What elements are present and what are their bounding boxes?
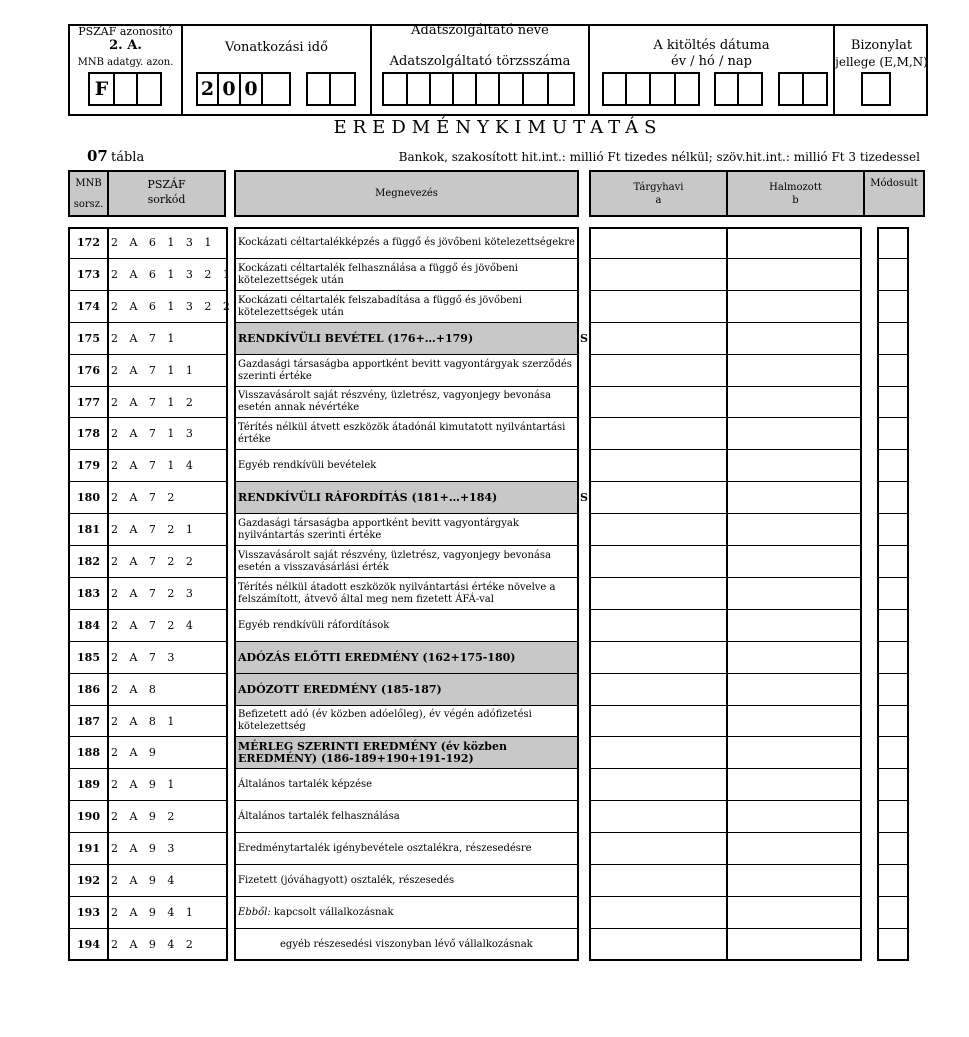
row-label-text: RENDKÍVÜLI BEVÉTEL (176+…+179)	[238, 331, 474, 345]
row-label	[236, 769, 577, 801]
row-code: 2 A 8 1	[108, 706, 226, 737]
row-number: 187	[70, 706, 107, 737]
row-label	[236, 674, 577, 706]
provider-id-box[interactable]	[522, 72, 549, 106]
provider-id-box[interactable]	[406, 72, 431, 106]
input-cell-mod[interactable]	[879, 929, 907, 961]
provider-id-box[interactable]	[452, 72, 477, 106]
input-cell-b[interactable]	[728, 482, 860, 514]
input-cell-b[interactable]	[728, 227, 860, 259]
pszaf-label: PSZÁF azonosító	[78, 25, 173, 38]
row-label	[236, 929, 577, 961]
row-label	[236, 642, 577, 674]
row-number: 172	[70, 227, 107, 259]
input-cell-b[interactable]	[728, 706, 860, 737]
row-label-text: Térítés nélkül átvett eszközök átadónál kimutatott nyilvántartási értéke	[238, 421, 566, 445]
row-label-text: Eredménytartalék igénybevétele osztalékra, részesedésre	[238, 842, 532, 854]
date-year-box[interactable]	[625, 72, 651, 106]
col-header-mod	[863, 170, 925, 217]
input-cell-a[interactable]	[591, 259, 726, 291]
input-cell-b[interactable]	[728, 578, 860, 610]
input-cell-mod[interactable]	[879, 418, 907, 450]
row-label-text: ADÓZÁS ELŐTTI EREDMÉNY (162+175-180)	[238, 650, 516, 664]
row-sum-flag: S	[580, 491, 588, 504]
row-label	[236, 833, 577, 865]
input-cell-a[interactable]	[591, 642, 726, 674]
input-cell-mod[interactable]	[879, 450, 907, 482]
period-digit-1[interactable]: 2	[196, 72, 219, 106]
input-cell-a[interactable]	[591, 514, 726, 546]
row-number: 181	[70, 514, 107, 546]
provider-id-box[interactable]	[382, 72, 408, 106]
units-note: Bankok, szakosított hit.int.: millió Ft tizedes nélkül; szöv.hit.int.: millió Ft 3 tizedessel	[398, 150, 920, 164]
row-label	[236, 259, 577, 291]
header-divider	[588, 24, 590, 116]
row-code: 2 A 7 1 4	[108, 450, 226, 482]
doc-type-box[interactable]	[861, 72, 891, 106]
input-cell-b[interactable]	[728, 769, 860, 801]
row-number: 190	[70, 801, 107, 833]
col-header-a	[589, 170, 728, 217]
row-label	[236, 355, 577, 387]
row-label	[236, 418, 577, 450]
input-cell-a[interactable]	[591, 706, 726, 737]
row-label	[236, 801, 577, 833]
date-year-box[interactable]	[649, 72, 676, 106]
row-label	[236, 291, 577, 323]
row-code: 2 A 7 2 1	[108, 514, 226, 546]
row-label-text: ADÓZOTT EREDMÉNY (185-187)	[238, 682, 442, 696]
input-cell-mod[interactable]	[879, 897, 907, 929]
date-day-box[interactable]	[778, 72, 804, 106]
input-cell-b[interactable]	[728, 929, 860, 961]
period-month-1[interactable]	[306, 72, 331, 106]
row-code: 2 A 7 2	[108, 482, 226, 514]
row-code: 2 A 6 1 3 1	[108, 227, 226, 259]
provider-id-box[interactable]	[475, 72, 500, 106]
input-cell-b[interactable]	[728, 610, 860, 642]
row-code: 2 A 7 1	[108, 323, 226, 355]
col-mod-label: Módosult	[870, 178, 918, 189]
input-cell-a[interactable]	[591, 355, 726, 387]
provider-id-box[interactable]	[547, 72, 575, 106]
row-label	[236, 578, 577, 610]
row-code: 2 A 9 4 1	[108, 897, 226, 929]
row-code: 2 A 9 1	[108, 769, 226, 801]
input-cell-mod[interactable]	[879, 737, 907, 769]
row-label-text: Fizetett (jóváhagyott) osztalék, részesedés	[238, 874, 455, 886]
input-cell-mod[interactable]	[879, 259, 907, 291]
doc-type-label: Bizonylat	[850, 38, 913, 53]
row-label	[236, 897, 577, 929]
row-number: 184	[70, 610, 107, 642]
col-pszaf-label: PSZÁF	[147, 178, 186, 191]
input-cell-a[interactable]	[591, 291, 726, 323]
header-divider	[833, 24, 835, 116]
input-cell-mod[interactable]	[879, 833, 907, 865]
input-cell-b[interactable]	[728, 737, 860, 769]
row-label	[236, 514, 577, 546]
input-cell-b[interactable]	[728, 387, 860, 418]
row-number: 179	[70, 450, 107, 482]
row-label-text: Egyéb rendkívüli ráfordítások	[238, 619, 390, 631]
provider-id-label: Adatszolgáltató törzsszáma	[389, 54, 571, 69]
input-cell-mod[interactable]	[879, 323, 907, 355]
input-cell-a[interactable]	[591, 482, 726, 514]
input-cell-mod[interactable]	[879, 801, 907, 833]
input-cell-a[interactable]	[591, 323, 726, 355]
col-header-b	[726, 170, 865, 217]
col-a-label: Tárgyhavi	[633, 182, 684, 193]
row-label-text: Általános tartalék képzése	[238, 778, 373, 790]
row-code: 2 A 9	[108, 737, 226, 769]
row-code: 2 A 9 3	[108, 833, 226, 865]
row-sum-flag: S	[580, 332, 588, 345]
input-cell-b[interactable]	[728, 355, 860, 387]
date-sublabel: év / hó / nap	[671, 54, 752, 69]
input-cell-b[interactable]	[728, 674, 860, 706]
row-code: 2 A 7 2 3	[108, 578, 226, 610]
row-label	[236, 450, 577, 482]
row-number: 188	[70, 737, 107, 769]
mnb-box-2[interactable]	[113, 72, 138, 106]
row-code: 2 A 6 1 3 2 1	[108, 259, 226, 291]
col-a-sub: a	[655, 195, 662, 206]
input-cell-mod[interactable]	[879, 642, 907, 674]
input-cell-mod[interactable]	[879, 610, 907, 642]
provider-id-box[interactable]	[498, 72, 524, 106]
row-label	[236, 865, 577, 897]
date-year-box[interactable]	[602, 72, 627, 106]
input-cell-a[interactable]	[591, 387, 726, 418]
period-month-2[interactable]	[329, 72, 356, 106]
input-cell-a[interactable]	[591, 769, 726, 801]
date-label: A kitöltés dátuma	[653, 38, 770, 53]
row-code: 2 A 9 4	[108, 865, 226, 897]
input-cell-a[interactable]	[591, 865, 726, 897]
pszaf-value: 2. A.	[109, 38, 142, 53]
row-label	[236, 737, 577, 769]
input-cell-b[interactable]	[728, 833, 860, 865]
row-label-text: Egyéb rendkívüli bevételek	[238, 459, 377, 471]
row-label-text: Visszavásárolt saját részvény, üzletrész, vagyonjegy bevonása esetén a visszavásárlási érték	[238, 549, 551, 573]
period-digit-3[interactable]: 0	[239, 72, 263, 106]
provider-name-label: Adatszolgáltató neve	[411, 23, 549, 38]
doc-type-sublabel: jellege (E,M,N)	[835, 55, 928, 69]
input-cell-b[interactable]	[728, 291, 860, 323]
row-label	[236, 610, 577, 642]
row-label-text: Kockázati céltartalékképzés a függő és jövőbeni kötelezettségekre	[238, 236, 575, 248]
row-label-text: Kockázati céltartalék felhasználása a függő és jövőbeni kötelezettségek után	[238, 262, 518, 286]
row-label-text: Visszavásárolt saját részvény, üzletrész, vagyonjegy bevonása esetén annak névértéke	[238, 390, 551, 413]
mnb-label: MNB adatgy. azon.	[77, 57, 174, 68]
input-cell-mod[interactable]	[879, 578, 907, 610]
col-header-name	[234, 170, 579, 217]
row-label-text: Befizetett adó (év közben adóelőleg), év végén adófizetési kötelezettség	[238, 709, 532, 732]
page-title: EREDMÉNYKIMUTATÁS	[333, 117, 663, 138]
row-label	[236, 227, 577, 259]
date-year-box[interactable]	[674, 72, 700, 106]
row-number: 177	[70, 387, 107, 418]
row-number: 180	[70, 482, 107, 514]
row-number: 185	[70, 642, 107, 674]
col-b-sub: b	[792, 195, 799, 206]
input-cell-b[interactable]	[728, 450, 860, 482]
col-header-mnb	[68, 170, 109, 217]
mnb-box-3[interactable]	[136, 72, 162, 106]
input-cell-mod[interactable]	[879, 546, 907, 578]
row-label-text: Általános tartalék felhasználása	[238, 810, 400, 822]
col-name-label: Megnevezés	[375, 188, 438, 199]
col-b-label: Halmozott	[769, 182, 822, 193]
row-code: 2 A 7 1 3	[108, 418, 226, 450]
input-cell-b[interactable]	[728, 514, 860, 546]
row-label-text: egyéb részesedési viszonyban lévő vállalkozásnak	[280, 939, 533, 950]
input-cell-b[interactable]	[728, 259, 860, 291]
input-cell-b[interactable]	[728, 546, 860, 578]
input-cell-mod[interactable]	[879, 291, 907, 323]
row-label-text: Ebből: kapcsolt vállalkozásnak	[238, 906, 394, 918]
input-cell-a[interactable]	[591, 227, 726, 259]
row-number: 189	[70, 769, 107, 801]
row-label	[236, 706, 577, 737]
input-cell-mod[interactable]	[879, 865, 907, 897]
input-cell-b[interactable]	[728, 418, 860, 450]
row-number: 193	[70, 897, 107, 929]
date-month-box[interactable]	[714, 72, 739, 106]
input-cell-mod[interactable]	[879, 227, 907, 259]
row-label-text: Gazdasági társaságba apportként bevitt vagyontárgyak szerződés szerinti értéke	[238, 358, 572, 382]
row-label-text: RENDKÍVÜLI RÁFORDÍTÁS (181+…+184)	[238, 490, 498, 504]
col-mnb-sub: sorsz.	[73, 199, 104, 210]
row-label	[236, 323, 577, 355]
input-cell-a[interactable]	[591, 897, 726, 929]
input-cell-mod[interactable]	[879, 387, 907, 418]
input-cell-a[interactable]	[591, 737, 726, 769]
row-number: 176	[70, 355, 107, 387]
row-number: 194	[77, 938, 100, 951]
row-code: 2 A 7 2 4	[108, 610, 226, 642]
row-number: 173	[70, 259, 107, 291]
table-word: tábla	[111, 150, 145, 165]
col-mnb-label: MNB	[75, 178, 102, 189]
mnb-box-1[interactable]: F	[88, 72, 115, 106]
row-number: 174	[70, 291, 107, 323]
input-cell-b[interactable]	[728, 897, 860, 929]
period-digit-2[interactable]: 0	[217, 72, 241, 106]
header-divider	[181, 24, 183, 116]
row-number: 192	[70, 865, 107, 897]
input-cell-a[interactable]	[591, 450, 726, 482]
provider-id-box[interactable]	[429, 72, 454, 106]
row-number: 182	[70, 546, 107, 578]
input-cell-mod[interactable]	[879, 674, 907, 706]
row-number: 191	[70, 833, 107, 865]
period-label: Vonatkozási idő	[225, 40, 328, 55]
input-cell-mod[interactable]	[879, 514, 907, 546]
row-number: 178	[70, 418, 107, 450]
row-code: 2 A 9 4 2	[111, 938, 197, 951]
input-cell-a[interactable]	[591, 801, 726, 833]
input-cell-a[interactable]	[591, 833, 726, 865]
input-cell-mod[interactable]	[879, 482, 907, 514]
period-digit-4[interactable]	[261, 72, 291, 106]
row-label-prefix: Ebből:	[238, 906, 274, 918]
row-code: 2 A 7 2 2	[108, 546, 226, 578]
date-month-box[interactable]	[737, 72, 763, 106]
row-number: 183	[70, 578, 107, 610]
input-cell-a[interactable]	[591, 578, 726, 610]
input-cell-mod[interactable]	[879, 706, 907, 737]
row-label	[236, 387, 577, 418]
input-cell-b[interactable]	[728, 801, 860, 833]
row-number: 186	[70, 674, 107, 706]
input-cell-b[interactable]	[728, 865, 860, 897]
row-number: 175	[70, 323, 107, 355]
input-cell-a[interactable]	[591, 418, 726, 450]
header-divider	[370, 24, 372, 116]
row-label-text: MÉRLEG SZERINTI EREDMÉNY (év közben EREDMÉNY) (186-189+190+191-192)	[238, 739, 507, 765]
input-cell-a[interactable]	[591, 610, 726, 642]
table-number: 07	[87, 147, 108, 165]
input-cell-mod[interactable]	[879, 355, 907, 387]
input-cell-a[interactable]	[591, 929, 726, 961]
row-label-text: Gazdasági társaságba apportként bevitt vagyontárgyak nyilvántartás szerinti értéke	[238, 517, 519, 541]
row-label	[236, 482, 577, 514]
row-code: 2 A 7 1 1	[108, 355, 226, 387]
row-code: 2 A 7 1 2	[108, 387, 226, 418]
input-cell-mod[interactable]	[879, 769, 907, 801]
row-label-text: Kockázati céltartalék felszabadítása a függő és jövőbeni kötelezettségek után	[238, 294, 522, 318]
row-code: 2 A 7 3	[108, 642, 226, 674]
row-code: 2 A 6 1 3 2 2	[108, 291, 226, 323]
row-code: 2 A 9 2	[108, 801, 226, 833]
col-pszaf-sub: sorkód	[147, 193, 186, 206]
row-label-text: Térítés nélkül átadott eszközök nyilvántartási értéke növelve a felszámított, átvevő által meg nem fizetett ÁFÁ-val	[238, 581, 556, 605]
col-header-pszaf	[107, 170, 226, 217]
input-cell-a[interactable]	[591, 674, 726, 706]
input-cell-b[interactable]	[728, 642, 860, 674]
date-day-box[interactable]	[802, 72, 828, 106]
input-cell-b[interactable]	[728, 323, 860, 355]
row-label	[236, 546, 577, 578]
input-cell-a[interactable]	[591, 546, 726, 578]
row-code: 2 A 8	[108, 674, 226, 706]
